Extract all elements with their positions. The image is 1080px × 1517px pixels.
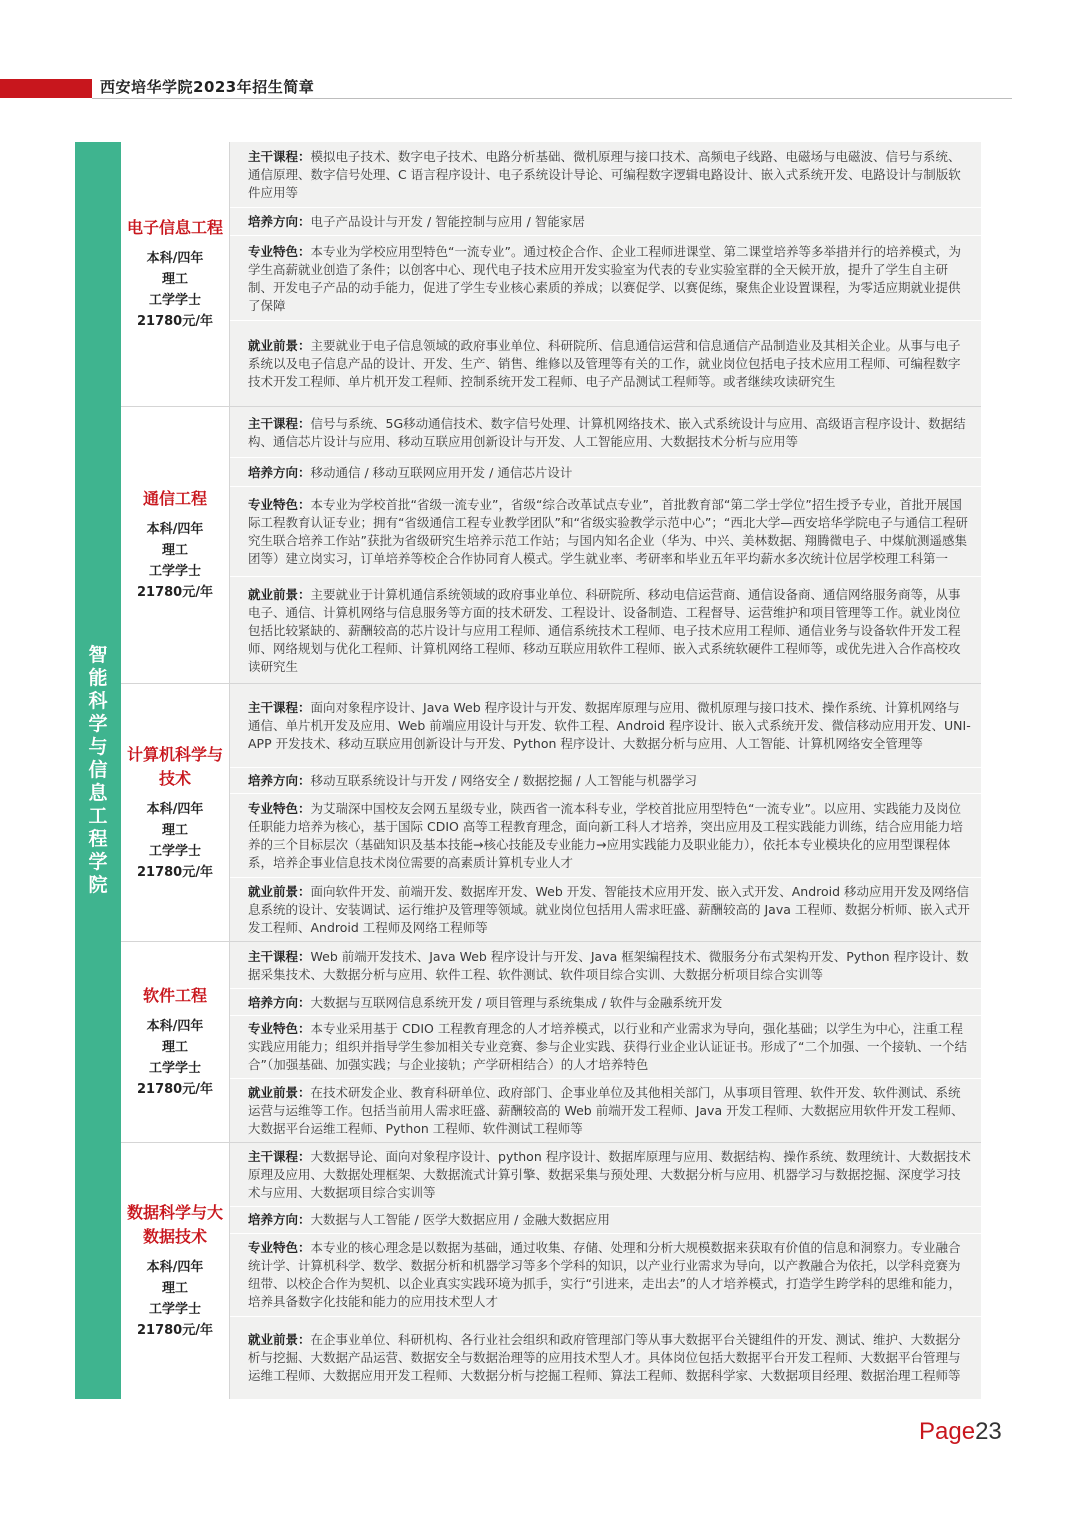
- section-label: 主干课程：: [248, 1148, 311, 1164]
- section-label: 主干课程：: [248, 699, 311, 715]
- page-word: Page: [919, 1418, 976, 1445]
- section-label: 专业特色：: [248, 1240, 311, 1256]
- career-prospects: [230, 321, 981, 406]
- section-text: 面向对象程序设计、Java Web 程序设计与开发、数据库原理与应用、微机原理与接口技术、操作系统、计算机网络与通信、单片机开发及应用、Web 前端应用设计与开发、软件工程、Android 程序设计、嵌入式系统开发、微信移动应用开发、UNI-APP 开发技术、移动互联应用创新设计与开发、Python 程序设计、大数据分析与应用、人工智能、计算机网络安全管理等: [248, 699, 971, 751]
- section-label: 培养方向：: [248, 1212, 311, 1228]
- section-text: 在企事业单位、科研机构、各行业社会组织和政府管理部门等从事大数据平台关键组件的开发、测试、维护、大数据分析与挖掘、大数据产品运营、数据安全与数据治理等的应用技术型人才。具体岗位包括大数据平台开发工程师、大数据平台管理与运维工程师、大数据应用开发工程师、大数据分析与挖掘工程师、算法工程师、数据科学家、大数据项目经理、数据治理工程师等: [248, 1332, 961, 1384]
- section-label: 培养方向：: [248, 213, 311, 229]
- major-row: [121, 1143, 981, 1399]
- training-direction: [230, 768, 981, 795]
- major-details: [230, 407, 981, 683]
- tuition: 21780元/年: [137, 314, 213, 330]
- career-prospects: [230, 1079, 981, 1142]
- degree-duration: 本科/四年: [146, 1019, 204, 1035]
- section-text: 本专业为学校首批“省级一流专业”，省级“综合改革试点专业”，首批教育部“第二学士学位”招生授予专业，首批开展国际工程教育认证专业；拥有“省级通信工程专业教学团队”和“省级实验教学示范中心”；“西北大学—西安培华学院电子与通信工程研究生联合培养工作站”获批为省级研究生培养示范工作站；与国内知名企业（华为、中兴、美林数据、翔腾微电子、中煤航测遥感集团等）建立岗实习，订单培养等校企合作协同育人模式。学生就业率、考研率和毕业五年平均薪水多次统计位居学校理工科第一: [248, 497, 968, 567]
- discipline: 理工: [161, 1040, 188, 1056]
- major-details: [230, 684, 981, 941]
- section-text: 为艾瑞深中国校友会网五星级专业，陕西省一流本科专业，学校首批应用型特色“一流专业”。以应用、实践能力及岗位任职能力培养为核心，基于国际 CDIO 高等工程教育理念，面向新工科人才培养，突出应用及工程实践能力训练，结合应用能力培养的三个目标层次（基础知识及基本技能→核心技能及专业能力→应用实践能力及职业能力），依托本专业模块化的应用型课程体系，培养企事业信息技术岗位需要的高素质计算机专业人才: [248, 801, 963, 871]
- major-name: 软件工程: [142, 986, 207, 1006]
- section-text: 移动通信 / 移动互联网应用开发 / 通信芯片设计: [310, 464, 573, 480]
- degree-duration: 本科/四年: [146, 801, 204, 817]
- college-name-char: 与: [88, 736, 108, 758]
- section-label: 专业特色：: [248, 497, 311, 513]
- college-name-char: 程: [88, 828, 108, 850]
- major-summary: [121, 407, 230, 683]
- section-label: 主干课程：: [248, 948, 311, 964]
- discipline: 理工: [161, 543, 188, 559]
- page-number: [919, 1418, 1002, 1446]
- major-info: [137, 799, 213, 883]
- discipline: 理工: [161, 1280, 188, 1296]
- discipline: 理工: [161, 272, 188, 288]
- college-name-char: 学: [88, 851, 108, 873]
- college-name-char: 能: [88, 667, 108, 689]
- degree: 工学学士: [148, 843, 201, 859]
- section-text: 模拟电子技术、数字电子技术、电路分析基础、微机原理与接口技术、高频电子线路、电磁场与电磁波、信号与系统、通信原理、数字信号处理、C 语言程序设计、电子系统设计导论、可编程数字逻辑电路设计、嵌入式系统开发、电路设计与制版软件应用等: [248, 149, 961, 201]
- degree: 工学学士: [148, 293, 201, 309]
- major-row: [121, 142, 981, 407]
- main-courses: [230, 684, 981, 767]
- section-label: 就业前景：: [248, 586, 311, 602]
- section-text: 本专业采用基于 CDIO 工程教育理念的人才培养模式，以行业和产业需求为导向，强化基础；以学生为中心，注重工程实践应用能力；组织并指导学生参加相关专业竞赛、参与企业实践、获得行业企业认证证书。形成了“二个加强、一个接轨、一个结合”（加强基础、加强实践；与企业接轨；产学研相结合）的人才培养特色: [248, 1021, 967, 1073]
- major-row: [121, 407, 981, 684]
- college-name-char: 学: [88, 713, 108, 735]
- section-text: 大数据与人工智能 / 医学大数据应用 / 金融大数据应用: [310, 1212, 610, 1228]
- main-courses: [230, 142, 981, 208]
- major-summary: [121, 1143, 230, 1399]
- degree: 工学学士: [148, 1061, 201, 1077]
- major-details: [230, 942, 981, 1141]
- degree: 工学学士: [148, 564, 201, 580]
- major-feature: [230, 236, 981, 322]
- college-name-char: 信: [88, 759, 108, 781]
- major-details: [230, 1143, 981, 1399]
- major-row: [121, 942, 981, 1142]
- main-courses: [230, 1143, 981, 1207]
- degree-duration: 本科/四年: [146, 251, 204, 267]
- section-label: 就业前景：: [248, 1332, 311, 1348]
- header-divider: [92, 98, 1012, 99]
- major-summary: [121, 684, 230, 941]
- page-num: 23: [975, 1418, 1002, 1445]
- section-text: 主要就业于计算机通信系统领域的政府事业单位、科研院所、移动电信运营商、通信设备商、通信网络服务商等，从事电子、通信、计算机网络与信息服务等方面的技术研发、工程设计、设备制造、工程督导、运营维护和项目管理等工作。就业岗位包括比较紧缺的、薪酬较高的芯片设计与应用工程师、通信系统技术工程师、电子技术应用工程师、通信业务与设备软件开发工程师、网络规划与优化工程师、计算机网络工程师、移动互联应用软件工程师、嵌入式系统软硬件工程师等，或优先进入合作高校攻读研究生: [248, 586, 961, 674]
- tuition: 21780元/年: [137, 585, 213, 601]
- college-name-char: 息: [88, 782, 108, 804]
- major-summary: [121, 942, 230, 1141]
- major-feature: [230, 1016, 981, 1080]
- college-name-char: 智: [88, 644, 108, 666]
- major-row: [121, 684, 981, 942]
- college-name-char: 院: [88, 874, 108, 896]
- main-courses: [230, 942, 981, 989]
- section-text: 在技术研发企业、教育科研单位、政府部门、企事业单位及其他相关部门，从事项目管理、软件开发、软件测试、系统运营与运维等工作。包括当前用人需求旺盛、薪酬较高的 Web 前端开发工程师、Java 开发工程师、大数据应用软件开发工程师、大数据平台运维工程师、Python 工程师、软件测试工程师等: [248, 1085, 964, 1137]
- degree-duration: 本科/四年: [146, 1259, 204, 1275]
- majors-table: [75, 142, 981, 1399]
- section-text: 面向软件开发、前端开发、数据库开发、Web 开发、智能技术应用开发、嵌入式开发、Android 移动应用开发及网络信息系统的设计、安装调试、运行维护及管理等领域。就业岗位包括用人需求旺盛、薪酬较高的 Java 工程师、数据分析师、嵌入式开发工程师、Android 工程师及网络工程师等: [248, 884, 970, 936]
- major-feature: [230, 487, 981, 577]
- discipline: 理工: [161, 822, 188, 838]
- training-direction: [230, 458, 981, 487]
- section-text: 本专业为学校应用型特色“一流专业”。通过校企合作、企业工程师进课堂、第二课堂培养等多举措并行的培养模式，为学生高薪就业创造了条件；以创客中心、现代电子技术应用开发实验室为代表的专业实验室群的全天候开放，提升了学生自主研制、开发电子产品的动手能力，促进了学生专业核心素质的养成；以赛促学、以赛促练，聚焦企业设置课程，为零适应期就业提供了保障: [248, 243, 961, 313]
- major-name: 电子信息工程: [127, 218, 224, 238]
- majors-rows: [121, 142, 981, 1399]
- section-label: 主干课程：: [248, 149, 311, 165]
- section-label: 培养方向：: [248, 773, 311, 789]
- tuition: 21780元/年: [137, 864, 213, 880]
- major-info: [137, 519, 213, 603]
- degree: 工学学士: [148, 1301, 201, 1317]
- section-text: Web 前端开发技术、Java Web 程序设计与开发、Java 框架编程技术、微服务分布式架构开发、Python 程序设计、数据采集技术、大数据分析与应用、软件工程、软件测试、软件项目综合实训、大数据分析项目综合实训等: [248, 948, 969, 982]
- section-text: 信号与系统、5G移动通信技术、数字信号处理、计算机网络技术、嵌入式系统设计与应用、高级语言程序设计、数据结构、通信芯片设计与应用、移动互联应用创新设计与开发、人工智能应用、大数据技术分析与应用等: [248, 415, 966, 449]
- section-label: 就业前景：: [248, 338, 311, 354]
- training-direction: [230, 1207, 981, 1234]
- section-label: 就业前景：: [248, 1085, 311, 1101]
- section-label: 培养方向：: [248, 464, 311, 480]
- training-direction: [230, 208, 981, 235]
- degree-duration: 本科/四年: [146, 522, 204, 538]
- major-name: 通信工程: [142, 489, 207, 509]
- section-label: 主干课程：: [248, 415, 311, 431]
- major-feature: [230, 794, 981, 877]
- tuition: 21780元/年: [137, 1082, 213, 1098]
- section-text: 大数据与互联网信息系统开发 / 项目管理与系统集成 / 软件与金融系统开发: [310, 994, 723, 1010]
- main-courses: [230, 407, 981, 458]
- major-name: 计算机科学与技术: [127, 744, 224, 788]
- section-text: 主要就业于电子信息领域的政府事业单位、科研院所、信息通信运营和信息通信产品制造业及其相关企业。从事与电子系统以及电子信息产品的设计、开发、生产、销售、维修以及管理等有关的工作，就业岗位包括电子技术应用工程师、可编程数字技术开发工程师、单片机开发工程师、控制系统开发工程师、电子产品测试工程师等。或者继续攻读研究生: [248, 338, 961, 390]
- career-prospects: [230, 1317, 981, 1399]
- major-details: [230, 142, 981, 406]
- major-info: [137, 1016, 213, 1100]
- tuition: 21780元/年: [137, 1322, 213, 1338]
- training-direction: [230, 989, 981, 1015]
- college-name-vertical: [75, 142, 121, 1399]
- major-info: [137, 1257, 213, 1341]
- college-name-char: 科: [88, 690, 108, 712]
- college-name-char: 工: [88, 805, 108, 827]
- section-text: 大数据导论、面向对象程序设计、python 程序设计、数据库原理与应用、数据结构、操作系统、数理统计、大数据技术原理及应用、大数据处理框架、大数据流式计算引擎、数据采集与预处理、大数据分析与应用、机器学习与数据挖掘、深度学习技术与应用、大数据项目综合实训等: [248, 1148, 971, 1200]
- page-header-title: 西安培华学院2023年招生简章: [100, 78, 315, 96]
- section-text: 本专业的核心理念是以数据为基础，通过收集、存储、处理和分析大规模数据来获取有价值的信息和洞察力。专业融合统计学、计算机科学、数学、数据分析和机器学习等多个学科的知识，以产业行业需求为导向，以产教融合为依托，以学科竞赛为纽带、以校企合作为契机、以企业真实实践环境为抓手，实行“引进来，走出去”的人才培养模式，打造学生跨学科的思维和能力，培养具备数字化技能和能力的应用技术型人才: [248, 1240, 961, 1310]
- section-text: 移动互联系统设计与开发 / 网络安全 / 数据挖掘 / 人工智能与机器学习: [310, 773, 697, 789]
- header-accent-bar: [0, 79, 92, 98]
- major-info: [137, 248, 213, 332]
- major-summary: [121, 142, 230, 406]
- career-prospects: [230, 577, 981, 683]
- career-prospects: [230, 878, 981, 942]
- section-label: 就业前景：: [248, 884, 311, 900]
- section-label: 专业特色：: [248, 801, 311, 817]
- section-label: 培养方向：: [248, 994, 311, 1010]
- section-text: 电子产品设计与开发 / 智能控制与应用 / 智能家居: [310, 213, 585, 229]
- major-feature: [230, 1234, 981, 1317]
- section-label: 专业特色：: [248, 1021, 311, 1037]
- section-label: 专业特色：: [248, 243, 311, 259]
- major-name: 数据科学与大数据技术: [127, 1202, 224, 1246]
